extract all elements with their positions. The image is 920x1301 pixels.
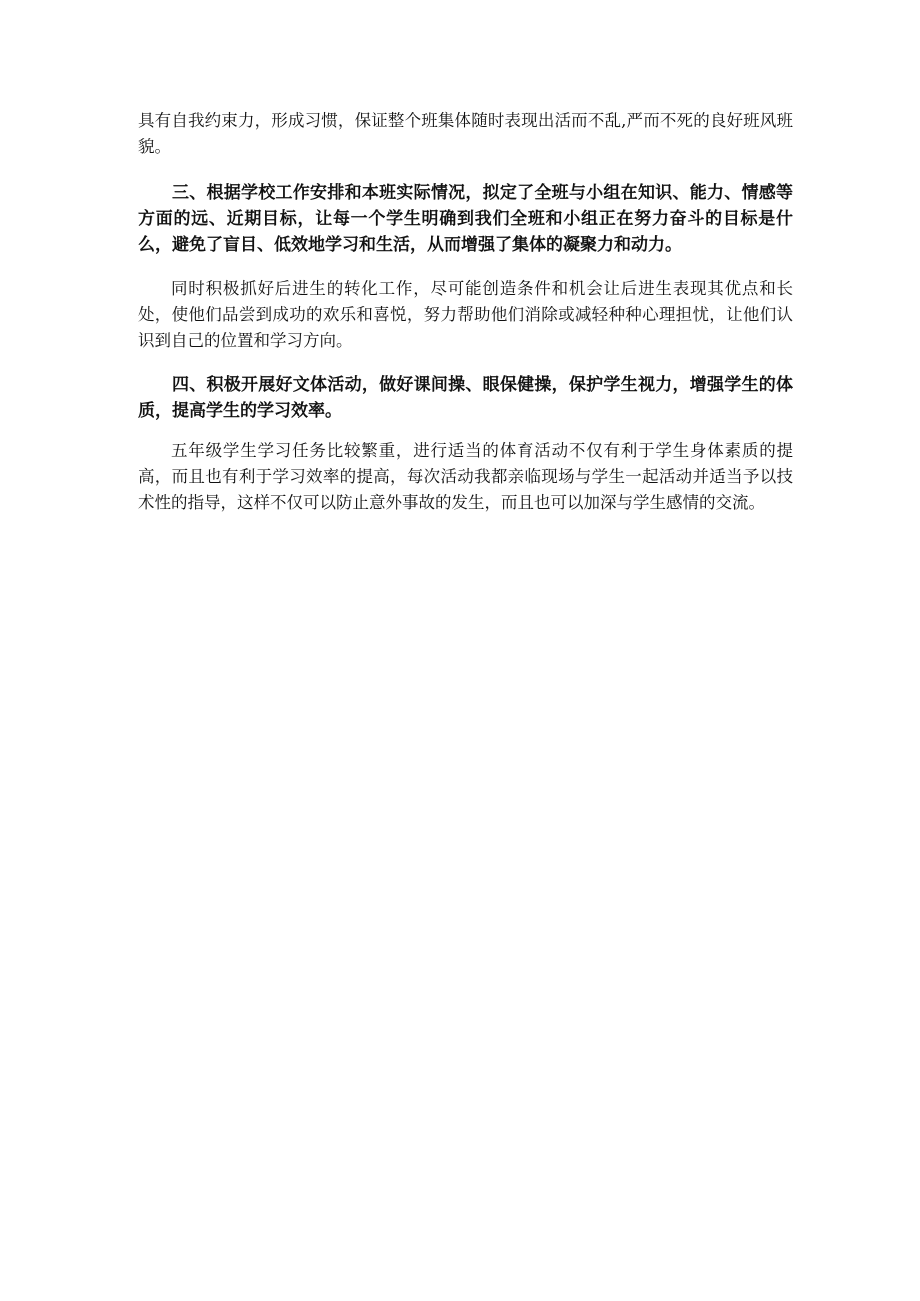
body-paragraph-activities: 五年级学生学习任务比较繁重，进行适当的体育活动不仅有利于学生身体素质的提高，而且也有利于学习效率的提高，每次活动我都亲临现场与学生一起活动并适当予以技术性的指导，这样不仅可以防止意外事故的发生，而且也可以加深与学生感情的交流。 bbox=[138, 441, 793, 512]
section-heading-three: 三、根据学校工作安排和本班实际情况，拟定了全班与小组在知识、能力、情感等方面的远、近期目标，让每一个学生明确到我们全班和小组正在努力奋斗的目标是什么，避免了盲目、低效地学习和生活，从而增强了集体的凝聚力和动力。 bbox=[138, 183, 793, 255]
section-heading-four: 四、积极开展好文体活动，做好课间操、眼保健操，保护学生视力，增强学生的体质，提高学生的学习效率。 bbox=[138, 375, 793, 421]
body-paragraph-continuation: 具有自我约束力，形成习惯，保证整个班集体随时表现出活而不乱,严而不死的良好班风班貌。 bbox=[138, 111, 793, 156]
body-paragraph-lagging-students: 同时积极抓好后进生的转化工作，尽可能创造条件和机会让后进生表现其优点和长处，使他们品尝到成功的欢乐和喜悦，努力帮助他们消除或减轻种种心理担忧，让他们认识到自己的位置和学习方向。 bbox=[138, 279, 793, 350]
document-page bbox=[138, 108, 793, 516]
